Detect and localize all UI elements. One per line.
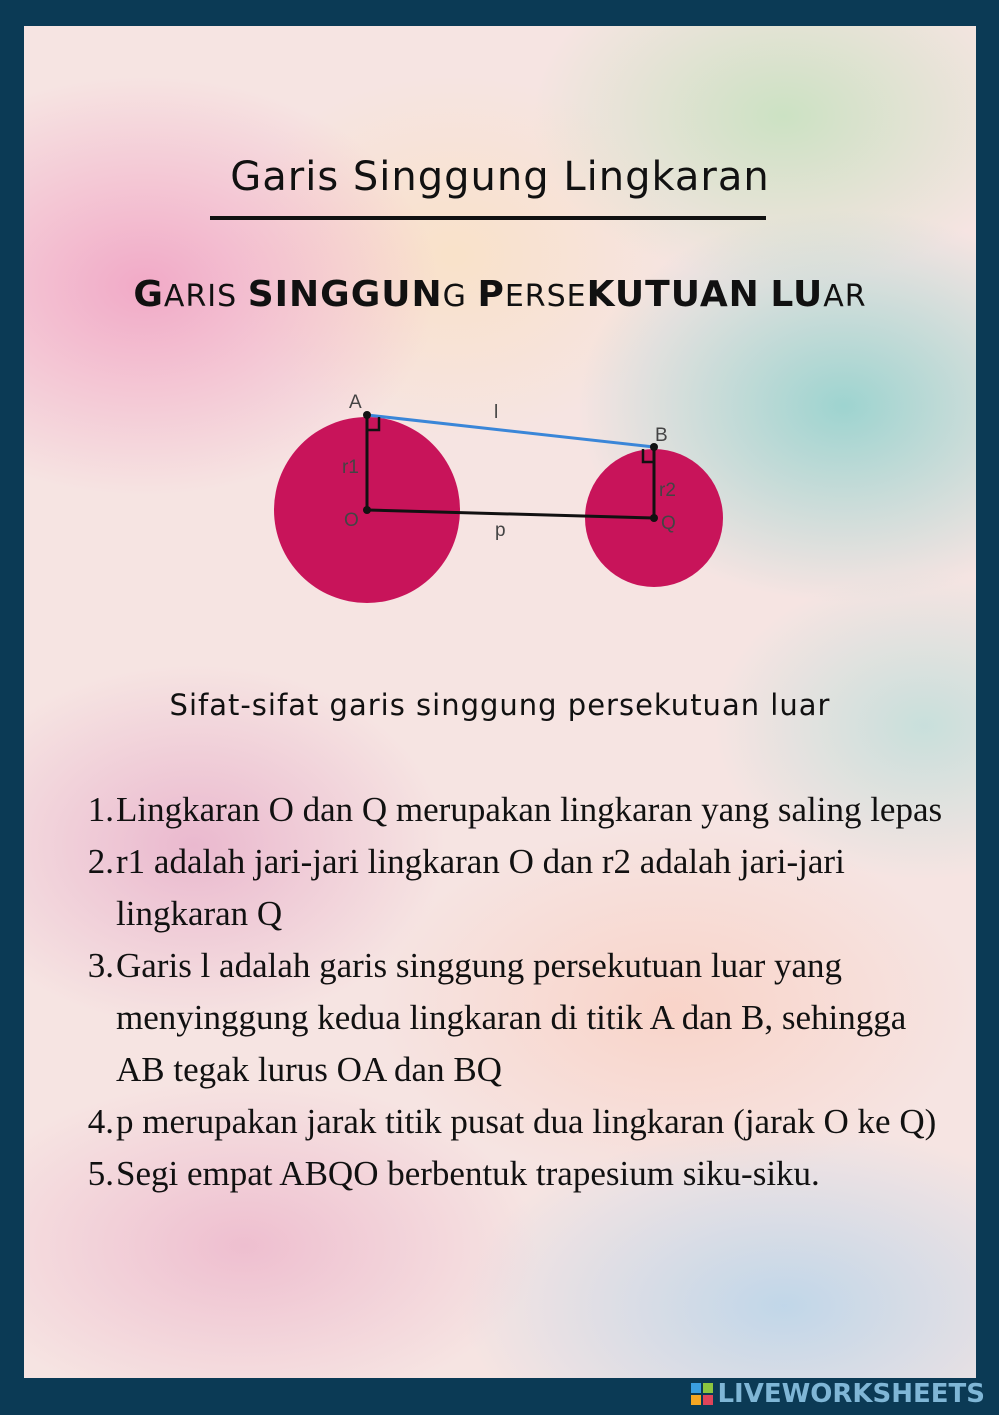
point-q bbox=[650, 514, 658, 522]
logo-mark-square bbox=[703, 1395, 713, 1405]
list-item-number: 5. bbox=[87, 1154, 114, 1193]
label-p: p bbox=[495, 520, 506, 541]
subtitle-part: G bbox=[133, 274, 164, 315]
label-o: O bbox=[344, 510, 359, 531]
list-item-number: 3. bbox=[87, 946, 114, 985]
label-q: Q bbox=[661, 513, 676, 534]
page-title: Garis Singgung Lingkaran bbox=[230, 154, 770, 200]
subtitle-part: SINGGUN bbox=[247, 274, 443, 315]
point-o bbox=[363, 506, 371, 514]
label-l: l bbox=[494, 402, 499, 423]
tangent-diagram bbox=[24, 26, 976, 646]
subtitle-part: P bbox=[477, 274, 505, 315]
label-r2: r2 bbox=[659, 480, 676, 501]
label-r1: r1 bbox=[342, 457, 359, 478]
list-item-text: r1 adalah jari-jari lingkaran O dan r2 adalah jari-jari lingkaran Q bbox=[116, 842, 845, 933]
subtitle-part: ERSE bbox=[504, 279, 587, 314]
logo-mark-square bbox=[691, 1383, 701, 1393]
list-item bbox=[80, 1096, 960, 1148]
list-item-number: 4. bbox=[87, 1102, 114, 1141]
list-item bbox=[80, 836, 960, 940]
list-item-text: Lingkaran O dan Q merupakan lingkaran yang saling lepas bbox=[116, 790, 943, 829]
section-heading: Sifat-sifat garis singgung persekutuan luar bbox=[169, 688, 831, 722]
list-item-number: 2. bbox=[87, 842, 114, 881]
liveworksheets-logo[interactable] bbox=[691, 1378, 985, 1410]
liveworksheets-mark-icon bbox=[691, 1383, 713, 1405]
subtitle-part: ARIS bbox=[163, 279, 248, 314]
subtitle-part: G bbox=[442, 279, 478, 314]
logo-mark-square bbox=[703, 1383, 713, 1393]
worksheet-page bbox=[24, 26, 976, 1378]
list-item bbox=[80, 1148, 960, 1200]
label-b: B bbox=[655, 425, 668, 446]
point-a bbox=[363, 411, 371, 419]
subtitle-part: LU bbox=[770, 274, 824, 315]
list-item-text: Segi empat ABQO berbentuk trapesium siku-siku. bbox=[116, 1154, 820, 1193]
brand-name: LIVEWORKSHEETS bbox=[717, 1379, 985, 1409]
list-item-number: 1. bbox=[87, 790, 114, 829]
list-item bbox=[80, 940, 960, 1096]
subtitle-part: KUTUAN bbox=[586, 274, 760, 315]
subtitle-part: AR bbox=[823, 279, 867, 314]
properties-list bbox=[80, 784, 960, 1200]
list-item-text: p merupakan jarak titik pusat dua lingkaran (jarak O ke Q) bbox=[116, 1102, 937, 1141]
list-item-text: Garis l adalah garis singgung persekutuan luar yang menyinggung kedua lingkaran di titik A dan B, sehingga AB tegak lurus OA dan BQ bbox=[116, 946, 907, 1089]
list-item bbox=[80, 784, 960, 836]
logo-mark-square bbox=[691, 1395, 701, 1405]
label-a: A bbox=[349, 392, 362, 413]
